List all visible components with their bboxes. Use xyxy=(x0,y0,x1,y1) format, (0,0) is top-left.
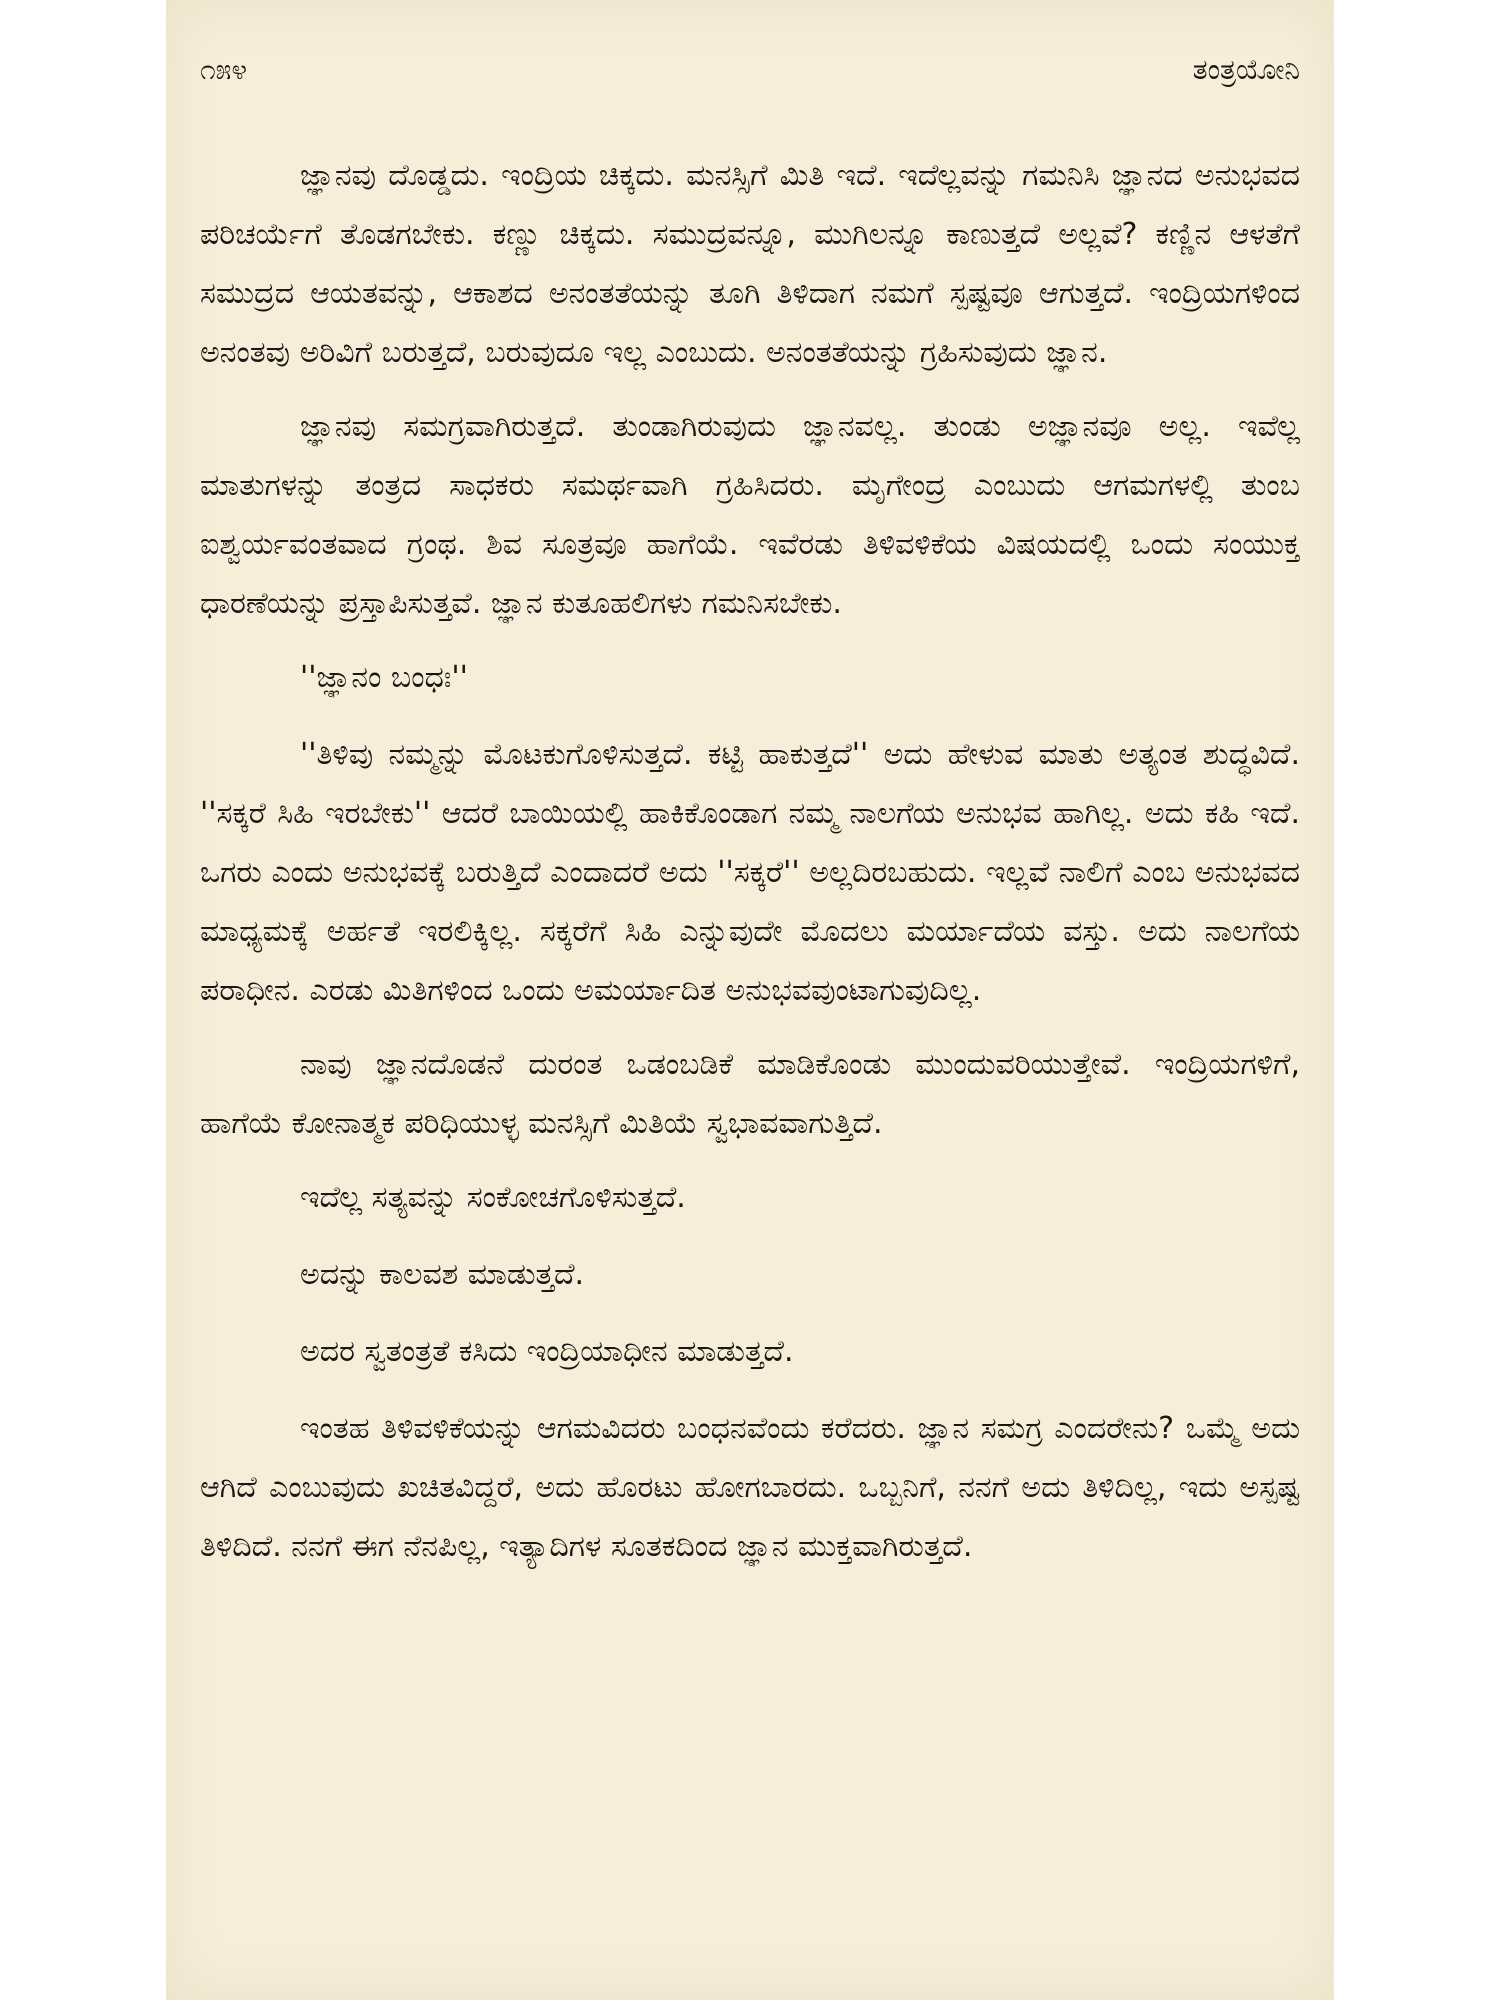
body-text xyxy=(200,146,1300,1591)
paragraph-6: ಅದನ್ನು ಕಾಲವಶ ಮಾಡುತ್ತದೆ. xyxy=(300,1257,585,1292)
book-title: ತಂತ್ರಯೋನಿ xyxy=(1192,53,1300,86)
paragraph-3: ''ತಿಳಿವು ನಮ್ಮನ್ನು ಮೊಟಕುಗೊಳಿಸುತ್ತದೆ. ಕಟ್ಟಿ ಹಾಕುತ್ತದೆ'' ಅದು ಹೇಳುವ ಮಾತು ಅತ್ಯಂತ ಶುದ್ಧವಿದೆ. ''ಸಕ್ಕರೆ ಸಿಹಿ ಇರಬೇಕು'' ಆದರೆ ಬಾಯಿಯಲ್ಲಿ ಹಾಕಿಕೊಂಡಾಗ ನಮ್ಮ ನಾಲಗೆಯ ಅನುಭವ ಹಾಗಿಲ್ಲ. ಅದು ಕಹಿ ಇದೆ. ಒಗರು ಎಂದು ಅನುಭವಕ್ಕೆ ಬರುತ್ತಿದೆ ಎಂದಾದರೆ ಅದು ''ಸಕ್ಕರೆ'' ಅಲ್ಲದಿರಬಹುದು. ಇಲ್ಲವೆ ನಾಲಿಗೆ ಎಂಬ ಅನುಭವದ ಮಾಧ್ಯಮಕ್ಕೆ ಅರ್ಹತೆ ಇರಲಿಕ್ಕಿಲ್ಲ. ಸಕ್ಕರೆಗೆ ಸಿಹಿ ಎನ್ನುವುದೇ ಮೊದಲು ಮರ್ಯಾದೆಯ ವಸ್ತು. ಅದು ನಾಲಗೆಯ ಪರಾಧೀನ. ಎರಡು ಮಿತಿಗಳಿಂದ ಒಂದು ಅಮರ್ಯಾದಿತ ಅನುಭವವುಂಟಾಗುವುದಿಲ್ಲ. xyxy=(200,737,1300,1008)
quotation-heading: ''ಜ್ಞಾನಂ ಬಂಧಃ'' xyxy=(300,660,468,695)
paragraph-1: ಜ್ಞಾನವು ದೊಡ್ಡದು. ಇಂದ್ರಿಯ ಚಿಕ್ಕದು. ಮನಸ್ಸಿಗೆ ಮಿತಿ ಇದೆ. ಇದೆಲ್ಲವನ್ನು ಗಮನಿಸಿ ಜ್ಞಾನದ ಅನುಭವದ ಪರಿಚರ್ಯೆಗೆ ತೊಡಗಬೇಕು. ಕಣ್ಣು ಚಿಕ್ಕದು. ಸಮುದ್ರವನ್ನೂ, ಮುಗಿಲನ್ನೂ ಕಾಣುತ್ತದೆ ಅಲ್ಲವೆ? ಕಣ್ಣಿನ ಆಳತೆಗೆ ಸಮುದ್ರದ ಆಯತವನ್ನು, ಆಕಾಶದ ಅನಂತತೆಯನ್ನು ತೂಗಿ ತಿಳಿದಾಗ ನಮಗೆ ಸ್ಪಷ್ಟವೂ ಆಗುತ್ತದೆ. ಇಂದ್ರಿಯಗಳಿಂದ ಅನಂತವು ಅರಿವಿಗೆ ಬರುತ್ತದೆ, ಬರುವುದೂ ಇಲ್ಲ ಎಂಬುದು. ಅನಂತತೆಯನ್ನು ಗ್ರಹಿಸುವುದು ಜ್ಞಾನ. xyxy=(200,158,1300,370)
page-number: ೧೫೪ xyxy=(200,53,248,86)
paragraph-7: ಅದರ ಸ್ವತಂತ್ರತೆ ಕಸಿದು ಇಂದ್ರಿಯಾಧೀನ ಮಾಡುತ್ತದೆ. xyxy=(300,1334,794,1369)
book-page xyxy=(166,0,1334,2000)
paragraph-8: ಇಂತಹ ತಿಳಿವಳಿಕೆಯನ್ನು ಆಗಮವಿದರು ಬಂಧನವೆಂದು ಕರೆದರು. ಜ್ಞಾನ ಸಮಗ್ರ ಎಂದರೇನು? ಒಮ್ಮೆ ಅದು ಆಗಿದೆ ಎಂಬುವುದು ಖಚಿತವಿದ್ದರೆ, ಅದು ಹೊರಟು ಹೋಗಬಾರದು. ಒಬ್ಬನಿಗೆ, ನನಗೆ ಅದು ತಿಳಿದಿಲ್ಲ, ಇದು ಅಸ್ಪಷ್ಟ ತಿಳಿದಿದೆ. ನನಗೆ ಈಗ ನೆನಪಿಲ್ಲ, ಇತ್ಯಾದಿಗಳ ಸೂತಕದಿಂದ ಜ್ಞಾನ ಮುಕ್ತವಾಗಿರುತ್ತದೆ. xyxy=(200,1411,1300,1564)
paragraph-4: ನಾವು ಜ್ಞಾನದೊಡನೆ ದುರಂತ ಒಡಂಬಡಿಕೆ ಮಾಡಿಕೊಂಡು ಮುಂದುವರಿಯುತ್ತೇವೆ. ಇಂದ್ರಿಯಗಳಿಗೆ, ಹಾಗೆಯೆ ಕೋನಾತ್ಮಕ ಪರಿಧಿಯುಳ್ಳ ಮನಸ್ಸಿಗೆ ಮಿತಿಯೆ ಸ್ವಭಾವವಾಗುತ್ತಿದೆ. xyxy=(200,1047,1300,1141)
paragraph-5: ಇದೆಲ್ಲ ಸತ್ಯವನ್ನು ಸಂಕೋಚಗೊಳಿಸುತ್ತದೆ. xyxy=(300,1180,686,1215)
paragraph-2: ಜ್ಞಾನವು ಸಮಗ್ರವಾಗಿರುತ್ತದೆ. ತುಂಡಾಗಿರುವುದು ಜ್ಞಾನವಲ್ಲ. ತುಂಡು ಅಜ್ಞಾನವೂ ಅಲ್ಲ. ಇವೆಲ್ಲ ಮಾತುಗಳನ್ನು ತಂತ್ರದ ಸಾಧಕರು ಸಮರ್ಥವಾಗಿ ಗ್ರಹಿಸಿದರು. ಮೃಗೇಂದ್ರ ಎಂಬುದು ಆಗಮಗಳಲ್ಲಿ ತುಂಬ ಐಶ್ವರ್ಯವಂತವಾದ ಗ್ರಂಥ. ಶಿವ ಸೂತ್ರವೂ ಹಾಗೆಯೆ. ಇವೆರಡು ತಿಳಿವಳಿಕೆಯ ವಿಷಯದಲ್ಲಿ ಒಂದು ಸಂಯುಕ್ತ ಧಾರಣೆಯನ್ನು ಪ್ರಸ್ತಾಪಿಸುತ್ತವೆ. ಜ್ಞಾನ ಕುತೂಹಲಿಗಳು ಗಮನಿಸಬೇಕು. xyxy=(200,409,1300,621)
running-head xyxy=(200,50,1300,90)
